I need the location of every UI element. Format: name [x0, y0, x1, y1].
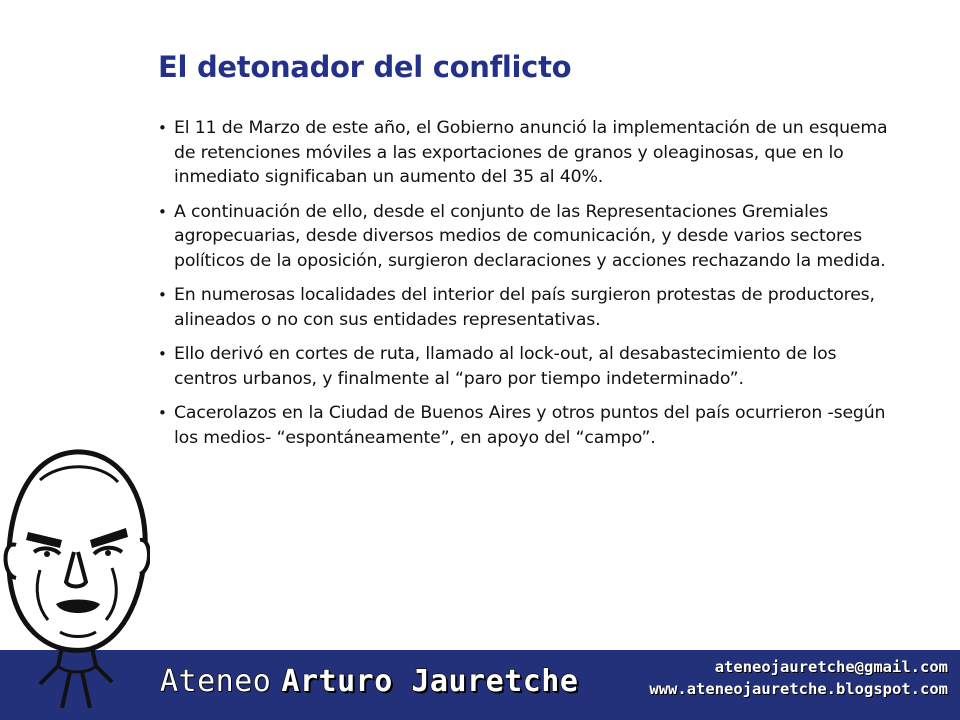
bullet-item: • El 11 de Marzo de este año, el Gobierno anunció la implementación de un esquema de retenciones móviles a las exportaciones de granos y oleaginosas, que en lo inmediato significaban un aumento del 35 al 40%. — [158, 116, 898, 190]
footer-email[interactable]: ateneojauretche@gmail.com — [714, 658, 948, 676]
bullet-item: • Cacerolazos en la Ciudad de Buenos Aires y otros puntos del país ocurrieron -según los medios- “espontáneamente”, en apoyo del “campo”. — [158, 401, 898, 450]
bullet-item: • A continuación de ello, desde el conjunto de las Representaciones Gremiales agropecuarias, desde diversos medios de comunicación, y desde varios sectores políticos de la oposición, surgieron declaraciones y acciones rechazando la medida. — [158, 200, 898, 274]
footer-org-name — [160, 664, 578, 699]
bullet-item: • Ello derivó en cortes de ruta, llamado al lock-out, al desabastecimiento de los centros urbanos, y finalmente al “paro por tiempo indeterminado”. — [158, 342, 898, 391]
bullet-list — [158, 116, 898, 460]
footer-website[interactable]: www.ateneojauretche.blogspot.com — [649, 680, 948, 698]
slide-title: El detonador del conflicto — [158, 50, 572, 84]
footer-org-title: Arturo Jauretche — [281, 664, 579, 699]
footer-contact — [649, 656, 948, 700]
footer-org-prefix: Ateneo — [160, 664, 272, 699]
caricature-portrait-icon — [0, 440, 150, 710]
bullet-item: • En numerosas localidades del interior del país surgieron protestas de productores, alineados o no con sus entidades representativas. — [158, 283, 898, 332]
